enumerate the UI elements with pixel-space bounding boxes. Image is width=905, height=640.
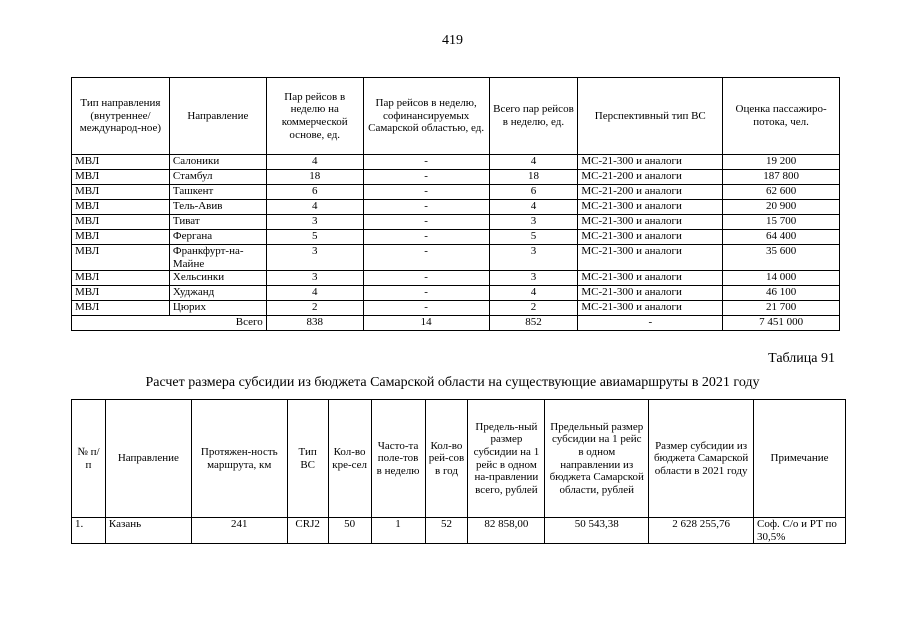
table-row	[72, 185, 840, 200]
header-cell: Всего пар рейсов в неделю, ед.	[489, 78, 578, 155]
table-cell: -	[363, 301, 489, 316]
table-cell: Франкфурт-на-Майне	[169, 245, 266, 271]
header-cell: № п/п	[72, 400, 106, 518]
header-cell: Направление	[105, 400, 191, 518]
table-cell: 4	[489, 155, 578, 170]
table-cell: МС-21-300 и аналоги	[578, 271, 723, 286]
table-cell: 2 628 255,76	[649, 518, 754, 544]
table-cell: МС-21-300 и аналоги	[578, 286, 723, 301]
table-cell: 3	[266, 271, 363, 286]
total-cell: -	[578, 316, 723, 331]
table-cell: Тель-Авив	[169, 200, 266, 215]
table-cell: CRJ2	[287, 518, 328, 544]
header-cell: Перспективный тип ВС	[578, 78, 723, 155]
table-cell: -	[363, 215, 489, 230]
table-cell: МВЛ	[72, 215, 170, 230]
table-cell: Тиват	[169, 215, 266, 230]
table-cell: МВЛ	[72, 185, 170, 200]
table-row	[72, 518, 846, 544]
table-cell: 20 900	[723, 200, 840, 215]
table-cell: 4	[266, 200, 363, 215]
table-cell: Худжанд	[169, 286, 266, 301]
table-cell: -	[363, 271, 489, 286]
table-cell: 18	[266, 170, 363, 185]
table-cell: МС-21-300 и аналоги	[578, 155, 723, 170]
table-cell: -	[363, 230, 489, 245]
table-cell: МВЛ	[72, 245, 170, 271]
table-cell: 2	[489, 301, 578, 316]
header-cell: Предель-ный размер субсидии на 1 рейс в одном на-правлении всего, рублей	[468, 400, 545, 518]
subsidy-table	[71, 399, 846, 544]
table-cell: Салоники	[169, 155, 266, 170]
table-cell: МС-21-300 и аналоги	[578, 230, 723, 245]
table-cell: МВЛ	[72, 170, 170, 185]
table-cell: 3	[266, 245, 363, 271]
header-cell: Кол-во кре-сел	[328, 400, 371, 518]
table-cell: МВЛ	[72, 230, 170, 245]
total-cell: 838	[266, 316, 363, 331]
table-cell: 82 858,00	[468, 518, 545, 544]
table-cell: Соф. С/о и РТ по 30,5%	[754, 518, 846, 544]
table-cell: 4	[489, 286, 578, 301]
header-cell: Пар рейсов в неделю на коммерческой основе, ед.	[266, 78, 363, 155]
total-cell: 14	[363, 316, 489, 331]
table-cell: 52	[425, 518, 468, 544]
table-cell: 21 700	[723, 301, 840, 316]
table-cell: Фергана	[169, 230, 266, 245]
table-cell: -	[363, 245, 489, 271]
table-cell: 241	[191, 518, 287, 544]
table-row	[72, 301, 840, 316]
header-cell: Предельный размер субсидии на 1 рейс в одном направлении из бюджета Самарской области, рублей	[545, 400, 649, 518]
table-cell: 18	[489, 170, 578, 185]
table-cell: 50	[328, 518, 371, 544]
table-cell: МВЛ	[72, 200, 170, 215]
table-cell: 62 600	[723, 185, 840, 200]
table-cell: 1.	[72, 518, 106, 544]
header-cell: Пар рейсов в неделю, софинансируемых Самарской областью, ед.	[363, 78, 489, 155]
table-cell: 1	[371, 518, 425, 544]
table-cell: 187 800	[723, 170, 840, 185]
table-cell: МС-21-300 и аналоги	[578, 215, 723, 230]
table-cell: МС-21-200 и аналоги	[578, 185, 723, 200]
table-title: Расчет размера субсидии из бюджета Самарской области на существующие авиамаршруты в 2021 году	[145, 375, 760, 390]
table-cell: МВЛ	[72, 271, 170, 286]
table-row	[72, 170, 840, 185]
table-cell: 5	[489, 230, 578, 245]
table-cell: Казань	[105, 518, 191, 544]
routes-table	[71, 77, 840, 331]
page-number: 419	[442, 33, 463, 48]
table-cell: 2	[266, 301, 363, 316]
total-label: Всего	[72, 316, 267, 331]
table-row	[72, 286, 840, 301]
table-row	[72, 215, 840, 230]
table-cell: 5	[266, 230, 363, 245]
table-cell: МС-21-300 и аналоги	[578, 301, 723, 316]
table-row	[72, 230, 840, 245]
table-cell: МС-21-200 и аналоги	[578, 170, 723, 185]
total-cell: 7 451 000	[723, 316, 840, 331]
header-cell: Протяжен-ность маршрута, км	[191, 400, 287, 518]
table-cell: МВЛ	[72, 301, 170, 316]
table-cell: Цюрих	[169, 301, 266, 316]
table-cell: Ташкент	[169, 185, 266, 200]
table-cell: 3	[489, 215, 578, 230]
table-cell: МВЛ	[72, 286, 170, 301]
table-cell: МС-21-300 и аналоги	[578, 200, 723, 215]
table-row	[72, 155, 840, 170]
header-cell: Часто-та поле-тов в неделю	[371, 400, 425, 518]
table-cell: Стамбул	[169, 170, 266, 185]
header-cell: Тип ВС	[287, 400, 328, 518]
table-cell: МВЛ	[72, 155, 170, 170]
header-cell: Размер субсидии из бюджета Самарской области в 2021 году	[649, 400, 754, 518]
table-cell: -	[363, 155, 489, 170]
table-cell: МС-21-300 и аналоги	[578, 245, 723, 271]
table-cell: 3	[489, 271, 578, 286]
table-cell: 3	[266, 215, 363, 230]
table-row	[72, 200, 840, 215]
table-cell: 6	[489, 185, 578, 200]
table-row	[72, 245, 840, 271]
table-cell: -	[363, 200, 489, 215]
header-cell: Тип направления (внутреннее/ международ-ное)	[72, 78, 170, 155]
table-cell: 35 600	[723, 245, 840, 271]
table-caption: Таблица 91	[768, 351, 835, 366]
table-cell: 3	[489, 245, 578, 271]
table-row	[72, 271, 840, 286]
table-cell: Хельсинки	[169, 271, 266, 286]
table-cell: -	[363, 286, 489, 301]
table-cell: 4	[489, 200, 578, 215]
table-cell: -	[363, 185, 489, 200]
header-cell: Оценка пассажиро-потока, чел.	[723, 78, 840, 155]
table-cell: 15 700	[723, 215, 840, 230]
header-cell: Примечание	[754, 400, 846, 518]
table-cell: 50 543,38	[545, 518, 649, 544]
table-cell: 14 000	[723, 271, 840, 286]
table-cell: -	[363, 170, 489, 185]
header-cell: Кол-во рей-сов в год	[425, 400, 468, 518]
table-cell: 4	[266, 286, 363, 301]
total-cell: 852	[489, 316, 578, 331]
table-cell: 6	[266, 185, 363, 200]
header-cell: Направление	[169, 78, 266, 155]
table-cell: 4	[266, 155, 363, 170]
table-cell: 64 400	[723, 230, 840, 245]
table-cell: 46 100	[723, 286, 840, 301]
table-cell: 19 200	[723, 155, 840, 170]
